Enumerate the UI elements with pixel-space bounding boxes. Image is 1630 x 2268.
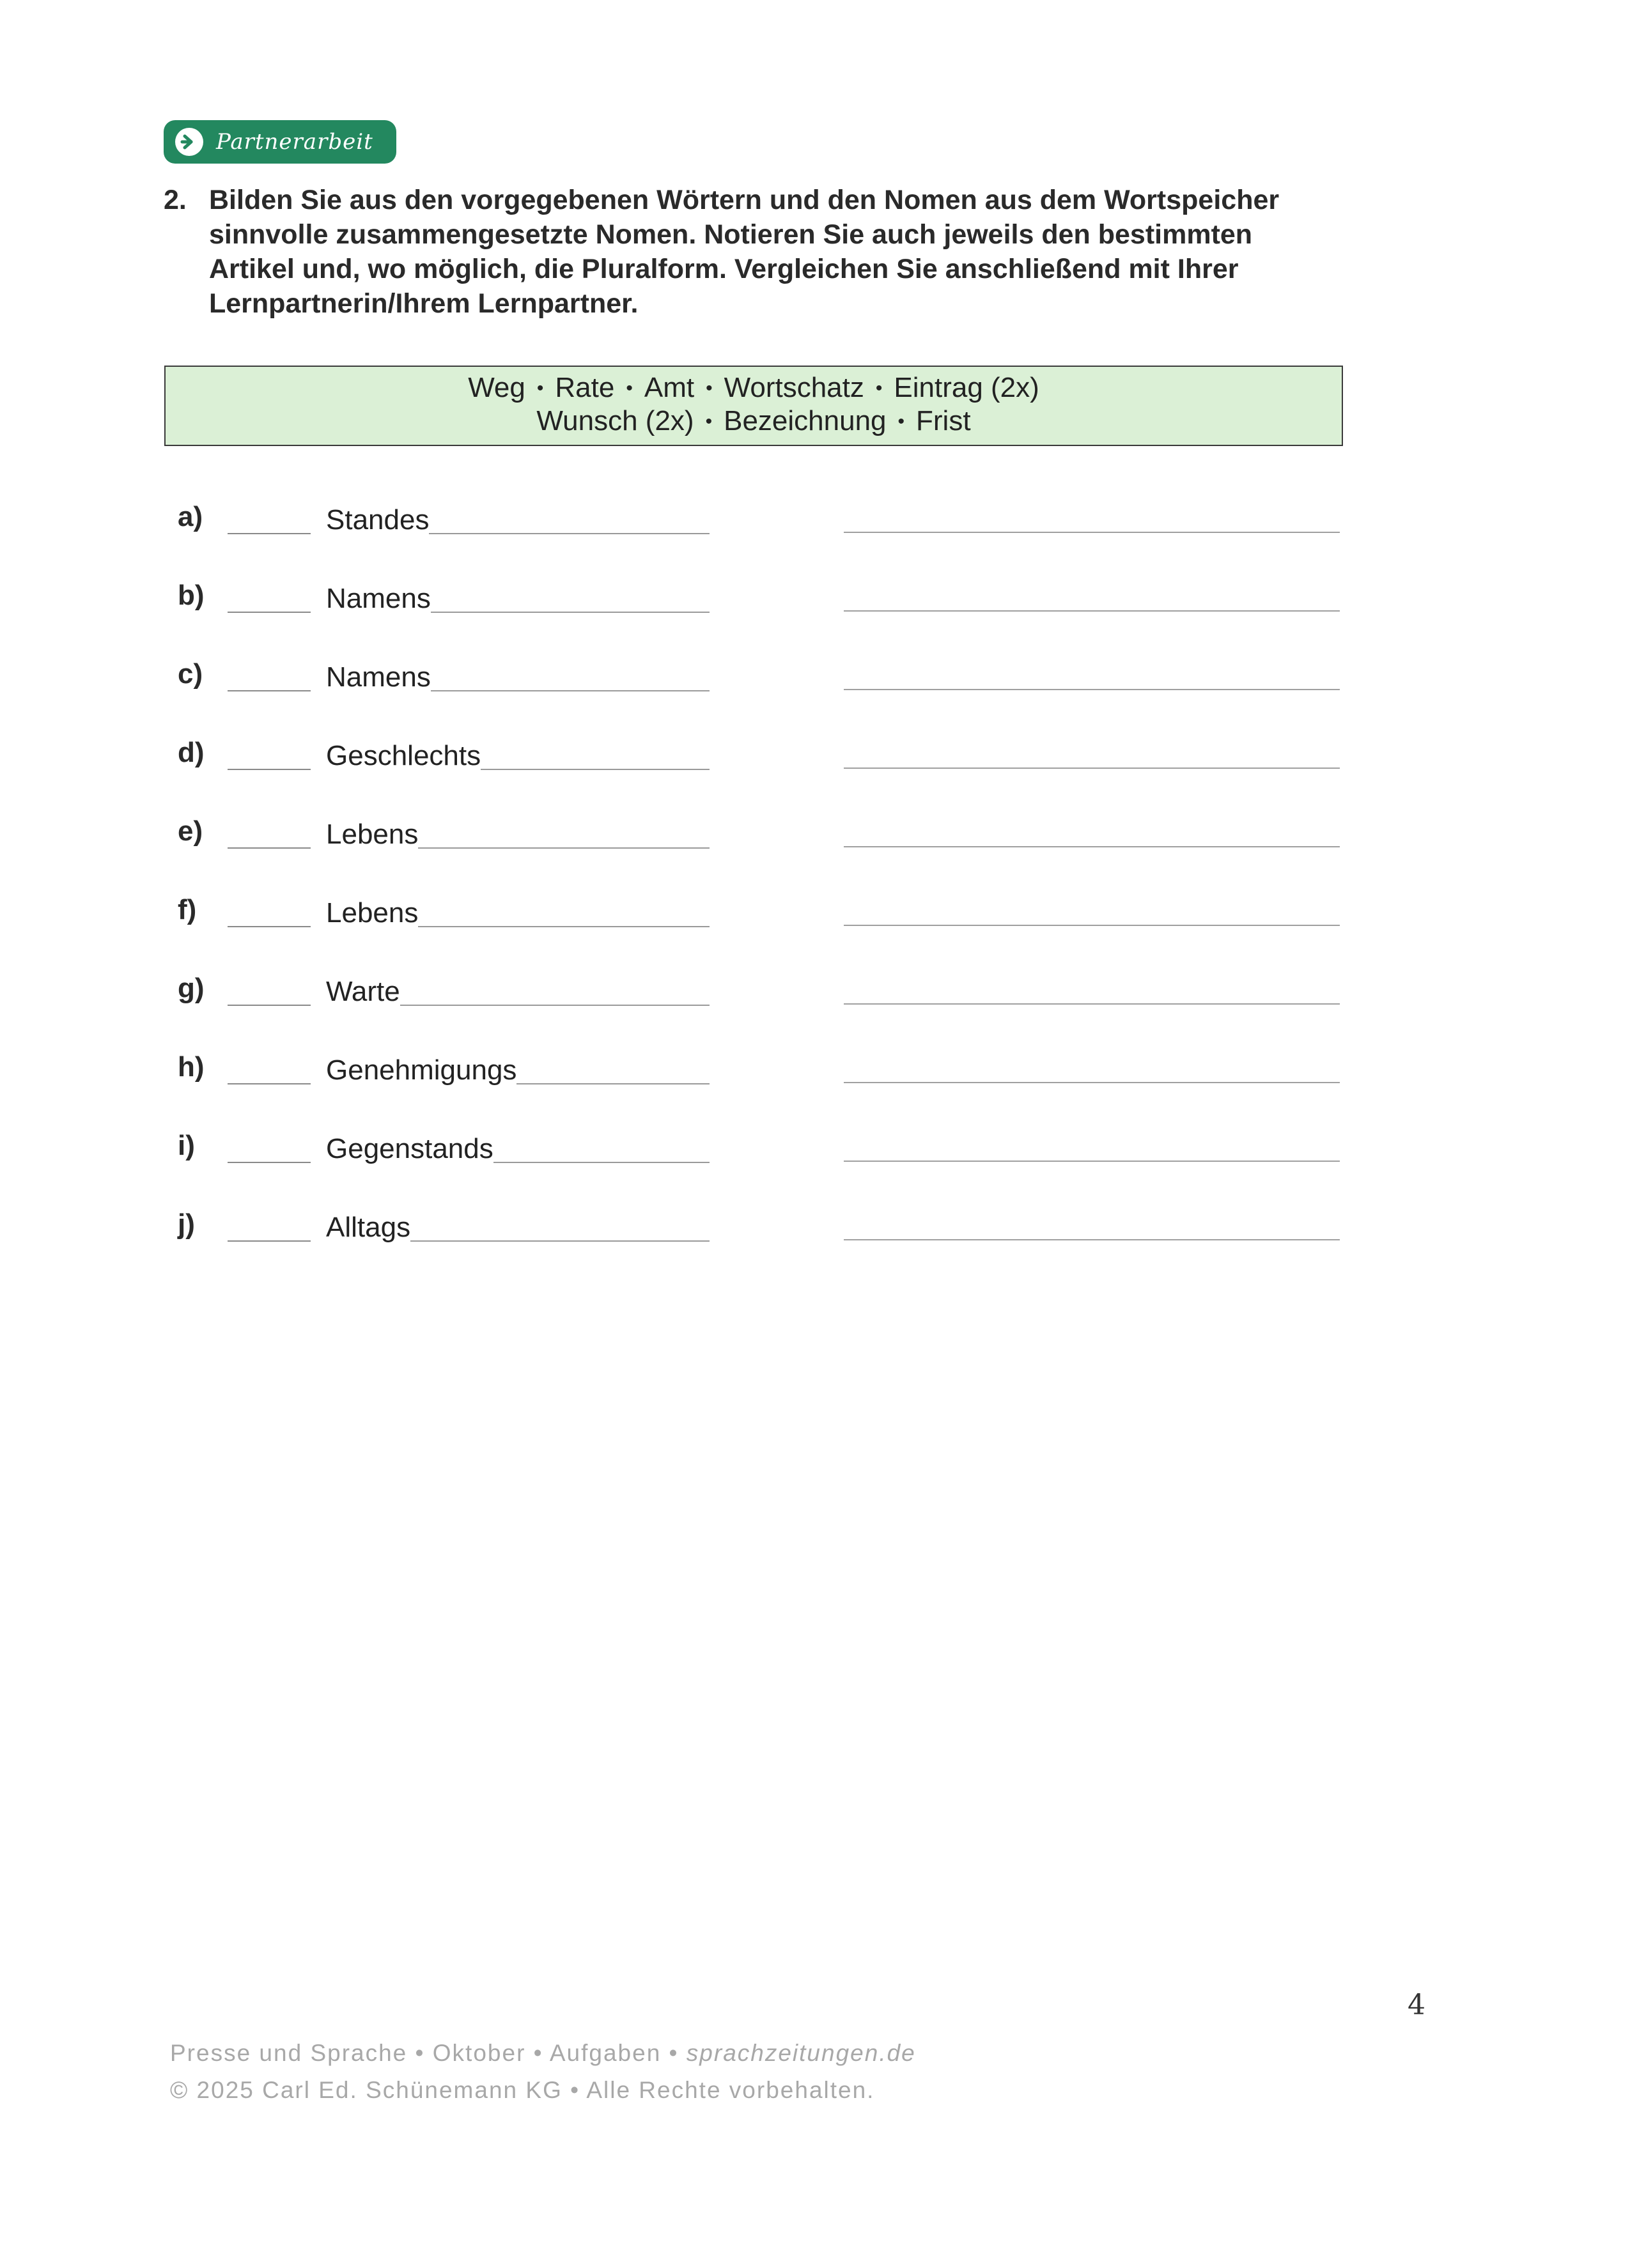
- compound-blank[interactable]: [493, 1162, 710, 1163]
- separator-bullet: •: [897, 411, 905, 432]
- article-blank[interactable]: [228, 847, 311, 849]
- compound-word-area: [326, 1202, 710, 1244]
- page-number: 4: [1408, 1989, 1425, 2021]
- exercise-letter: b): [178, 580, 205, 611]
- article-blank[interactable]: [228, 533, 311, 534]
- task-text: Bilden Sie aus den vorgegebenen Wörtern und den Nomen aus dem Wortspeicher sinnvolle zusammengesetzte Nomen. Notieren Sie auch jeweils den bestimmten Artikel und, wo möglich, die Pluralform. Vergleichen Sie anschließend mit Ihrer Lernpartnerin/Ihrem Lernpartner.: [209, 185, 1280, 319]
- plural-blank[interactable]: [844, 1239, 1340, 1240]
- word-bank-item: Amt: [644, 372, 695, 403]
- compound-blank[interactable]: [410, 1240, 710, 1242]
- word-prefix: Namens: [326, 661, 431, 693]
- exercise-letter: a): [178, 501, 203, 532]
- word-prefix: Standes: [326, 504, 430, 536]
- exercise-row: [0, 652, 1630, 697]
- exercise-row: [0, 966, 1630, 1011]
- compound-blank[interactable]: [481, 769, 710, 770]
- footer-publication: Presse und Sprache • Oktober • Aufgaben •: [170, 2040, 687, 2066]
- compound-word-area: [326, 1123, 710, 1166]
- exercise-row: [0, 730, 1630, 775]
- separator-bullet: •: [536, 378, 544, 399]
- article-blank[interactable]: [228, 1240, 311, 1242]
- word-bank-item: Wortschatz: [724, 372, 864, 403]
- compound-word-area: [326, 573, 710, 615]
- word-bank: [164, 366, 1343, 446]
- word-prefix: Warte: [326, 976, 400, 1007]
- exercise-row: [0, 495, 1630, 539]
- article-blank[interactable]: [228, 926, 311, 927]
- word-prefix: Geschlechts: [326, 740, 481, 771]
- plural-blank[interactable]: [844, 925, 1340, 926]
- plural-blank[interactable]: [844, 768, 1340, 769]
- exercise-letter: c): [178, 658, 203, 690]
- badge-label: Partnerarbeit: [216, 129, 373, 155]
- footer-copyright: © 2025 Carl Ed. Schünemann KG • Alle Rechte vorbehalten.: [170, 2077, 875, 2103]
- separator-bullet: •: [705, 411, 713, 432]
- compound-blank[interactable]: [418, 847, 710, 849]
- exercise-row: [0, 573, 1630, 618]
- compound-blank[interactable]: [431, 690, 710, 691]
- compound-word-area: [326, 652, 710, 694]
- exercise-letter: f): [178, 894, 197, 925]
- plural-blank[interactable]: [844, 610, 1340, 612]
- word-bank-item: Frist: [916, 405, 971, 436]
- partnerarbeit-badge: [164, 120, 396, 164]
- compound-word-area: [326, 966, 710, 1008]
- compound-word-area: [326, 495, 710, 537]
- exercise-letter: d): [178, 737, 205, 768]
- compound-word-area: [326, 809, 710, 851]
- article-blank[interactable]: [228, 1005, 311, 1006]
- footer-line-1: [170, 2040, 916, 2067]
- word-prefix: Genehmigungs: [326, 1054, 517, 1086]
- compound-word-area: [326, 1045, 710, 1087]
- word-prefix: Lebens: [326, 819, 419, 850]
- word-prefix: Gegenstands: [326, 1133, 493, 1164]
- plural-blank[interactable]: [844, 1003, 1340, 1005]
- plural-blank[interactable]: [844, 846, 1340, 847]
- article-blank[interactable]: [228, 690, 311, 691]
- separator-bullet: •: [706, 378, 713, 399]
- plural-blank[interactable]: [844, 1161, 1340, 1162]
- word-bank-line-1: [166, 372, 1342, 404]
- separator-bullet: •: [875, 378, 883, 399]
- exercise-letter: i): [178, 1130, 195, 1161]
- compound-blank[interactable]: [516, 1083, 710, 1084]
- compound-word-area: [326, 888, 710, 930]
- word-prefix: Alltags: [326, 1212, 411, 1243]
- arrow-right-icon: [175, 128, 203, 156]
- article-blank[interactable]: [228, 769, 311, 770]
- plural-blank[interactable]: [844, 1082, 1340, 1083]
- article-blank[interactable]: [228, 612, 311, 613]
- exercise-row: [0, 1202, 1630, 1247]
- word-bank-item: Bezeichnung: [724, 405, 887, 436]
- word-bank-item: Eintrag (2x): [894, 372, 1039, 403]
- exercise-row: [0, 888, 1630, 932]
- exercise-letter: j): [178, 1208, 195, 1240]
- exercise-row: [0, 1123, 1630, 1168]
- word-bank-item: Rate: [555, 372, 615, 403]
- plural-blank[interactable]: [844, 689, 1340, 690]
- separator-bullet: •: [626, 378, 633, 399]
- exercise-letter: e): [178, 815, 203, 847]
- compound-blank[interactable]: [431, 612, 710, 613]
- word-bank-item: Wunsch (2x): [536, 405, 694, 436]
- compound-word-area: [326, 730, 710, 773]
- compound-blank[interactable]: [400, 1005, 710, 1006]
- exercise-letter: h): [178, 1051, 205, 1083]
- compound-blank[interactable]: [418, 926, 710, 927]
- plural-blank[interactable]: [844, 532, 1340, 533]
- word-bank-item: Weg: [468, 372, 525, 403]
- exercise-row: [0, 1045, 1630, 1090]
- footer-website-link[interactable]: sprachzeitungen.de: [686, 2040, 916, 2066]
- task-number: 2.: [164, 185, 187, 215]
- article-blank[interactable]: [228, 1162, 311, 1163]
- word-prefix: Namens: [326, 583, 431, 614]
- word-prefix: Lebens: [326, 897, 419, 929]
- article-blank[interactable]: [228, 1083, 311, 1084]
- exercise-letter: g): [178, 973, 205, 1004]
- word-bank-line-2: [166, 405, 1342, 437]
- exercise-row: [0, 809, 1630, 854]
- compound-blank[interactable]: [429, 533, 710, 534]
